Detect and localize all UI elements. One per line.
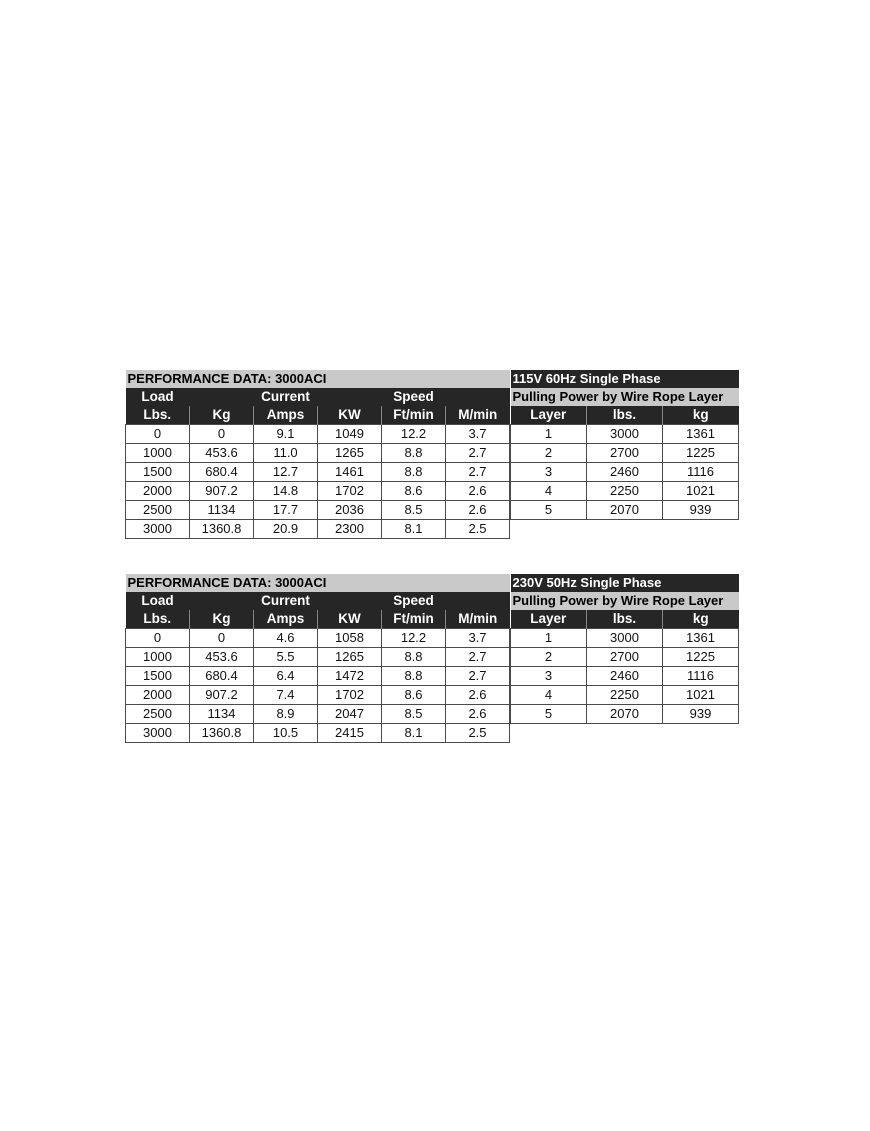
power-title: 230V 50Hz Single Phase (511, 574, 739, 592)
cell-amps: 6.4 (254, 667, 318, 686)
table-row (126, 686, 510, 705)
cell-lbs: 3000 (126, 724, 190, 743)
cell-kg: 939 (663, 501, 739, 520)
cell-amps: 14.8 (254, 482, 318, 501)
column-header-m-min: M/min (446, 610, 510, 629)
cell-amps: 8.9 (254, 705, 318, 724)
cell-lbs: 3000 (587, 629, 663, 648)
performance-title-row (126, 574, 510, 592)
table-row (126, 501, 510, 520)
cell-m-min: 2.7 (446, 463, 510, 482)
cell-kw: 2036 (318, 501, 382, 520)
group-header-load: Load (126, 388, 190, 406)
power-title-row (511, 370, 739, 388)
cell-amps: 7.4 (254, 686, 318, 705)
cell-lbs: 2070 (587, 501, 663, 520)
table-row (511, 705, 739, 724)
table-row (126, 482, 510, 501)
pulling-title: Pulling Power by Wire Rope Layer (511, 388, 739, 406)
pulling-header-layer: Layer (511, 610, 587, 629)
cell-kw: 1472 (318, 667, 382, 686)
cell-kg: 907.2 (190, 482, 254, 501)
cell-m-min: 2.6 (446, 501, 510, 520)
table-row (126, 667, 510, 686)
cell-m-min: 2.5 (446, 724, 510, 743)
column-header-ft-min: Ft/min (382, 406, 446, 425)
cell-kw: 1702 (318, 482, 382, 501)
cell-lbs: 2700 (587, 648, 663, 667)
group-header-current: Current (254, 592, 318, 610)
cell-lbs: 2500 (126, 705, 190, 724)
table-row (126, 724, 510, 743)
cell-lbs: 2070 (587, 705, 663, 724)
group-header-load: Load (126, 592, 190, 610)
cell-lbs: 1500 (126, 463, 190, 482)
table-row (126, 705, 510, 724)
column-header-row (126, 406, 510, 425)
column-header-kw: KW (318, 610, 382, 629)
cell-ft-min: 8.1 (382, 520, 446, 539)
pulling-header-kg: kg (663, 610, 739, 629)
cell-kw: 1461 (318, 463, 382, 482)
cell-kg: 1361 (663, 425, 739, 444)
column-header-m-min: M/min (446, 406, 510, 425)
cell-m-min: 3.7 (446, 629, 510, 648)
cell-kg: 939 (663, 705, 739, 724)
cell-kg: 0 (190, 629, 254, 648)
cell-kw: 1058 (318, 629, 382, 648)
table-row (126, 444, 510, 463)
table-row (511, 425, 739, 444)
cell-kg: 453.6 (190, 444, 254, 463)
table-row (511, 463, 739, 482)
cell-kw: 1265 (318, 648, 382, 667)
column-header-kg: Kg (190, 406, 254, 425)
cell-lbs: 2460 (587, 667, 663, 686)
cell-ft-min: 8.8 (382, 444, 446, 463)
table-row (511, 648, 739, 667)
pulling-power-table (510, 370, 739, 520)
table-row (511, 501, 739, 520)
cell-lbs: 2250 (587, 482, 663, 501)
table-row (126, 520, 510, 539)
performance-title: PERFORMANCE DATA: 3000ACI (126, 370, 510, 388)
column-header-row (126, 610, 510, 629)
pulling-header-row (511, 406, 739, 425)
cell-kg: 1116 (663, 667, 739, 686)
cell-kg: 1361 (663, 629, 739, 648)
group-header-blank (318, 388, 382, 406)
cell-amps: 17.7 (254, 501, 318, 520)
cell-ft-min: 12.2 (382, 425, 446, 444)
cell-kg: 1116 (663, 463, 739, 482)
column-header-kw: KW (318, 406, 382, 425)
column-header-amps: Amps (254, 406, 318, 425)
group-header-speed: Speed (382, 592, 446, 610)
cell-kg: 680.4 (190, 463, 254, 482)
table-row (511, 667, 739, 686)
cell-m-min: 2.7 (446, 444, 510, 463)
group-header-blank (190, 592, 254, 610)
cell-m-min: 2.5 (446, 520, 510, 539)
performance-table (125, 574, 510, 743)
cell-ft-min: 8.6 (382, 482, 446, 501)
cell-ft-min: 8.8 (382, 463, 446, 482)
pulling-power-table (510, 574, 739, 724)
cell-kg: 1021 (663, 482, 739, 501)
power-title-row (511, 574, 739, 592)
cell-amps: 11.0 (254, 444, 318, 463)
cell-lbs: 0 (126, 629, 190, 648)
cell-lbs: 3000 (587, 425, 663, 444)
cell-m-min: 2.6 (446, 705, 510, 724)
cell-lbs: 1000 (126, 444, 190, 463)
cell-kg: 1134 (190, 501, 254, 520)
cell-amps: 9.1 (254, 425, 318, 444)
cell-m-min: 3.7 (446, 425, 510, 444)
pulling-title-row (511, 388, 739, 406)
cell-layer: 3 (511, 667, 587, 686)
column-header-amps: Amps (254, 610, 318, 629)
cell-kg: 1225 (663, 648, 739, 667)
cell-kg: 453.6 (190, 648, 254, 667)
cell-ft-min: 8.8 (382, 648, 446, 667)
cell-lbs: 2000 (126, 686, 190, 705)
group-header-blank (190, 388, 254, 406)
cell-kg: 907.2 (190, 686, 254, 705)
table-row (511, 686, 739, 705)
cell-ft-min: 12.2 (382, 629, 446, 648)
cell-lbs: 0 (126, 425, 190, 444)
cell-lbs: 1000 (126, 648, 190, 667)
group-header-blank (318, 592, 382, 610)
column-header-kg: Kg (190, 610, 254, 629)
cell-kg: 680.4 (190, 667, 254, 686)
performance-block-230v (125, 574, 739, 744)
performance-title-row (126, 370, 510, 388)
group-header-blank (446, 592, 510, 610)
group-header-blank (446, 388, 510, 406)
cell-lbs: 1500 (126, 667, 190, 686)
table-row (511, 444, 739, 463)
column-header-lbs: Lbs. (126, 406, 190, 425)
cell-layer: 5 (511, 705, 587, 724)
cell-kw: 2047 (318, 705, 382, 724)
pulling-header-row (511, 610, 739, 629)
pulling-header-lbs: lbs. (587, 610, 663, 629)
cell-m-min: 2.7 (446, 667, 510, 686)
table-row (126, 425, 510, 444)
column-header-lbs: Lbs. (126, 610, 190, 629)
cell-amps: 20.9 (254, 520, 318, 539)
pulling-title: Pulling Power by Wire Rope Layer (511, 592, 739, 610)
cell-ft-min: 8.8 (382, 667, 446, 686)
cell-lbs: 3000 (126, 520, 190, 539)
cell-amps: 10.5 (254, 724, 318, 743)
cell-kg: 0 (190, 425, 254, 444)
cell-lbs: 2500 (126, 501, 190, 520)
cell-ft-min: 8.1 (382, 724, 446, 743)
cell-m-min: 2.6 (446, 686, 510, 705)
cell-lbs: 2460 (587, 463, 663, 482)
cell-amps: 5.5 (254, 648, 318, 667)
cell-layer: 4 (511, 686, 587, 705)
cell-lbs: 2700 (587, 444, 663, 463)
cell-lbs: 2250 (587, 686, 663, 705)
cell-kw: 2300 (318, 520, 382, 539)
cell-kg: 1021 (663, 686, 739, 705)
cell-amps: 12.7 (254, 463, 318, 482)
cell-layer: 3 (511, 463, 587, 482)
cell-m-min: 2.6 (446, 482, 510, 501)
group-header-row (126, 388, 510, 406)
cell-kw: 1049 (318, 425, 382, 444)
cell-layer: 1 (511, 629, 587, 648)
performance-title: PERFORMANCE DATA: 3000ACI (126, 574, 510, 592)
cell-ft-min: 8.5 (382, 501, 446, 520)
pulling-header-lbs: lbs. (587, 406, 663, 425)
cell-kg: 1225 (663, 444, 739, 463)
group-header-speed: Speed (382, 388, 446, 406)
table-row (126, 629, 510, 648)
cell-layer: 5 (511, 501, 587, 520)
pulling-header-layer: Layer (511, 406, 587, 425)
table-row (126, 648, 510, 667)
cell-amps: 4.6 (254, 629, 318, 648)
column-header-ft-min: Ft/min (382, 610, 446, 629)
cell-ft-min: 8.6 (382, 686, 446, 705)
cell-ft-min: 8.5 (382, 705, 446, 724)
group-header-current: Current (254, 388, 318, 406)
table-row (511, 629, 739, 648)
cell-m-min: 2.7 (446, 648, 510, 667)
pulling-header-kg: kg (663, 406, 739, 425)
power-title: 115V 60Hz Single Phase (511, 370, 739, 388)
cell-kg: 1360.8 (190, 724, 254, 743)
cell-kw: 1702 (318, 686, 382, 705)
pulling-title-row (511, 592, 739, 610)
cell-layer: 4 (511, 482, 587, 501)
cell-lbs: 2000 (126, 482, 190, 501)
table-row (126, 463, 510, 482)
cell-layer: 1 (511, 425, 587, 444)
table-row (511, 482, 739, 501)
cell-kw: 2415 (318, 724, 382, 743)
cell-layer: 2 (511, 648, 587, 667)
performance-table (125, 370, 510, 539)
group-header-row (126, 592, 510, 610)
performance-block-115v (125, 370, 739, 540)
cell-kw: 1265 (318, 444, 382, 463)
cell-kg: 1134 (190, 705, 254, 724)
cell-layer: 2 (511, 444, 587, 463)
cell-kg: 1360.8 (190, 520, 254, 539)
